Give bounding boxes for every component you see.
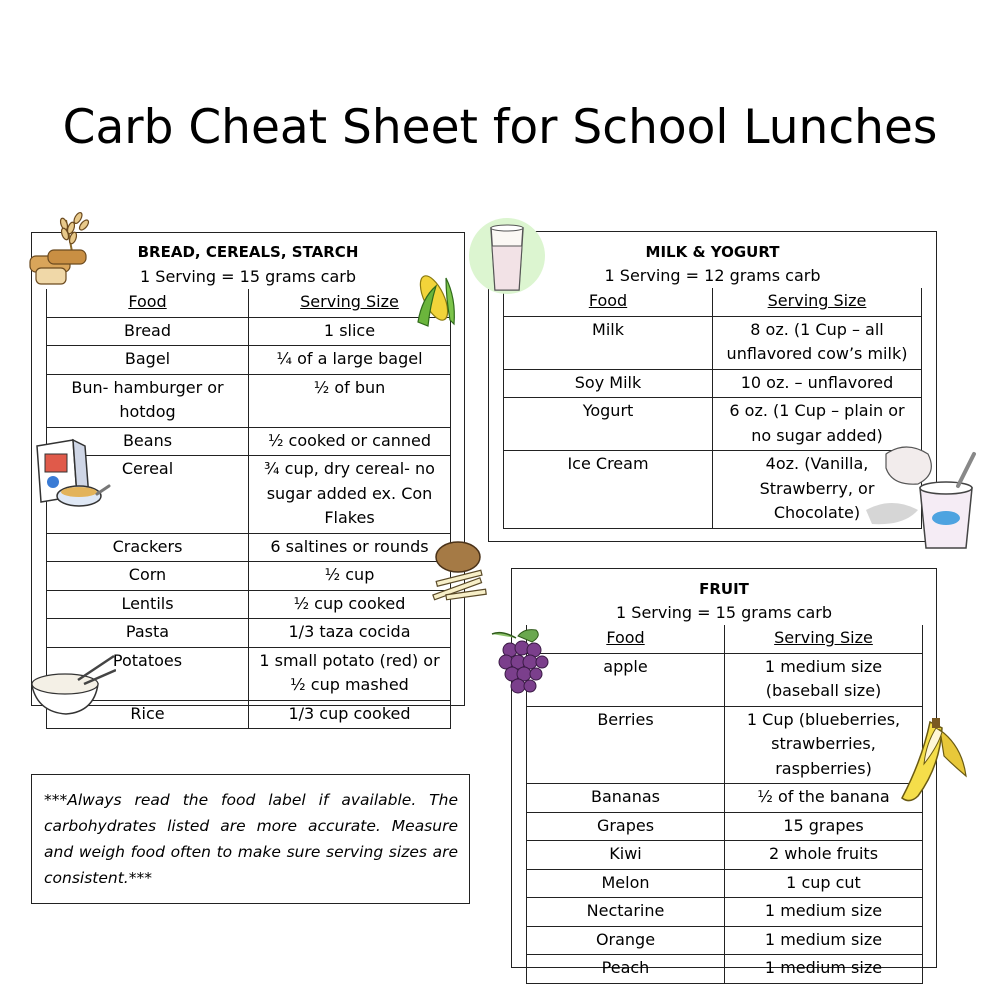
bread-row (47, 346, 451, 375)
page-title: Carb Cheat Sheet for School Lunches (62, 100, 938, 155)
bread-size-cell: ½ cooked or canned (249, 427, 451, 456)
bread-size-cell: ½ cup cooked (249, 590, 451, 619)
bread-food-cell: Potatoes (47, 647, 249, 700)
bread-size-cell: 6 saltines or rounds (249, 533, 451, 562)
fruit-col-size: Serving Size (725, 625, 923, 653)
bread-col-food: Food (47, 289, 249, 317)
bread-food-cell: Pasta (47, 619, 249, 648)
milk-table (503, 288, 922, 529)
fruit-size-cell: 1 medium size (baseball size) (725, 653, 923, 706)
milk-row (504, 316, 922, 369)
bread-food-cell: Bread (47, 317, 249, 346)
bread-row (47, 619, 451, 648)
fruit-size-cell: 1 Cup (blueberries, strawberries, raspberries) (725, 706, 923, 784)
rice-bowl-icon (28, 650, 116, 718)
milk-size-cell: 8 oz. (1 Cup – all unflavored cow’s milk) (713, 316, 922, 369)
fruit-row (527, 812, 923, 841)
bread-row (47, 374, 451, 427)
corn-icon (408, 268, 464, 330)
fruit-size-cell: ½ of the banana (725, 784, 923, 813)
milk-food-cell: Ice Cream (504, 451, 713, 529)
milk-size-cell: 4oz. (Vanilla, Strawberry, or Chocolate) (713, 451, 922, 529)
bread-heading: BREAD, CEREALS, STARCH (137, 243, 359, 261)
milk-heading: MILK & YOGURT (645, 243, 780, 261)
bread-size-cell: ½ of bun (249, 374, 451, 427)
banana-icon (896, 716, 972, 808)
fruit-size-cell: 1 medium size (725, 926, 923, 955)
fruit-row (527, 784, 923, 813)
fruit-food-cell: Peach (527, 955, 725, 984)
bread-row (47, 590, 451, 619)
bread-food-cell: Rice (47, 700, 249, 729)
fruit-col-food: Food (527, 625, 725, 653)
milk-size-cell: 10 oz. – unflavored (713, 369, 922, 398)
bread-row (47, 317, 451, 346)
milk-col-food: Food (504, 288, 713, 316)
bread-serving: 1 Serving = 15 grams carb (140, 267, 356, 286)
cereal-box-icon (33, 436, 113, 514)
fruit-row (527, 955, 923, 984)
fruit-food-cell: apple (527, 653, 725, 706)
milk-col-size: Serving Size (713, 288, 922, 316)
fruit-size-cell: 1 medium size (725, 898, 923, 927)
milk-size-cell: 6 oz. (1 Cup – plain or no sugar added) (713, 398, 922, 451)
fruit-table (526, 625, 923, 984)
fruit-food-cell: Kiwi (527, 841, 725, 870)
milk-food-cell: Yogurt (504, 398, 713, 451)
bread-row (47, 562, 451, 591)
bread-size-cell: 1 slice (249, 317, 451, 346)
fruit-row (527, 706, 923, 784)
bread-row (47, 533, 451, 562)
bread-food-cell: Lentils (47, 590, 249, 619)
bread-wheat-icon (26, 210, 104, 292)
milk-row (504, 369, 922, 398)
note-text: ***Always read the food label if available. The carbohydrates listed are more accurate. Measure and weigh food often to make sure serving sizes are consistent.*** (44, 791, 458, 887)
bread-size-cell: 1/3 taza cocida (249, 619, 451, 648)
fruit-food-cell: Grapes (527, 812, 725, 841)
bread-size-cell: ¾ cup, dry cereal- no sugar added ex. Con Flakes (249, 456, 451, 534)
fruit-food-cell: Nectarine (527, 898, 725, 927)
fruit-row (527, 926, 923, 955)
fruit-food-cell: Orange (527, 926, 725, 955)
bread-food-cell: Corn (47, 562, 249, 591)
bread-size-cell: 1 small potato (red) or ½ cup mashed (249, 647, 451, 700)
milk-row (504, 398, 922, 451)
fruit-size-cell: 15 grapes (725, 812, 923, 841)
bread-food-cell: Crackers (47, 533, 249, 562)
bread-size-cell: 1/3 cup cooked (249, 700, 451, 729)
milk-serving: 1 Serving = 12 grams carb (604, 266, 821, 285)
fruit-row (527, 898, 923, 927)
potato-fries-icon (422, 540, 494, 606)
fruit-row (527, 653, 923, 706)
food-label-note (31, 774, 470, 904)
bread-size-cell: ½ cup (249, 562, 451, 591)
yogurt-cup-icon (862, 440, 982, 558)
fruit-size-cell: 1 cup cut (725, 869, 923, 898)
fruit-heading: FRUIT (699, 580, 749, 598)
fruit-box (511, 568, 937, 977)
bread-food-cell: Bun- hamburger or hotdog (47, 374, 249, 427)
fruit-size-cell: 1 medium size (725, 955, 923, 984)
fruit-food-cell: Bananas (527, 784, 725, 813)
milk-glass-icon (467, 216, 551, 296)
fruit-serving: 1 Serving = 15 grams carb (616, 603, 832, 622)
grapes-icon (488, 626, 556, 698)
fruit-food-cell: Melon (527, 869, 725, 898)
fruit-row (527, 841, 923, 870)
bread-food-cell: Cereal (47, 456, 249, 534)
milk-food-cell: Milk (504, 316, 713, 369)
bread-col-size: Serving Size (249, 289, 451, 317)
milk-row (504, 451, 922, 529)
fruit-food-cell: Berries (527, 706, 725, 784)
bread-size-cell: ¼ of a large bagel (249, 346, 451, 375)
fruit-size-cell: 2 whole fruits (725, 841, 923, 870)
bread-food-cell: Bagel (47, 346, 249, 375)
milk-food-cell: Soy Milk (504, 369, 713, 398)
fruit-row (527, 869, 923, 898)
bread-food-cell: Beans (47, 427, 249, 456)
